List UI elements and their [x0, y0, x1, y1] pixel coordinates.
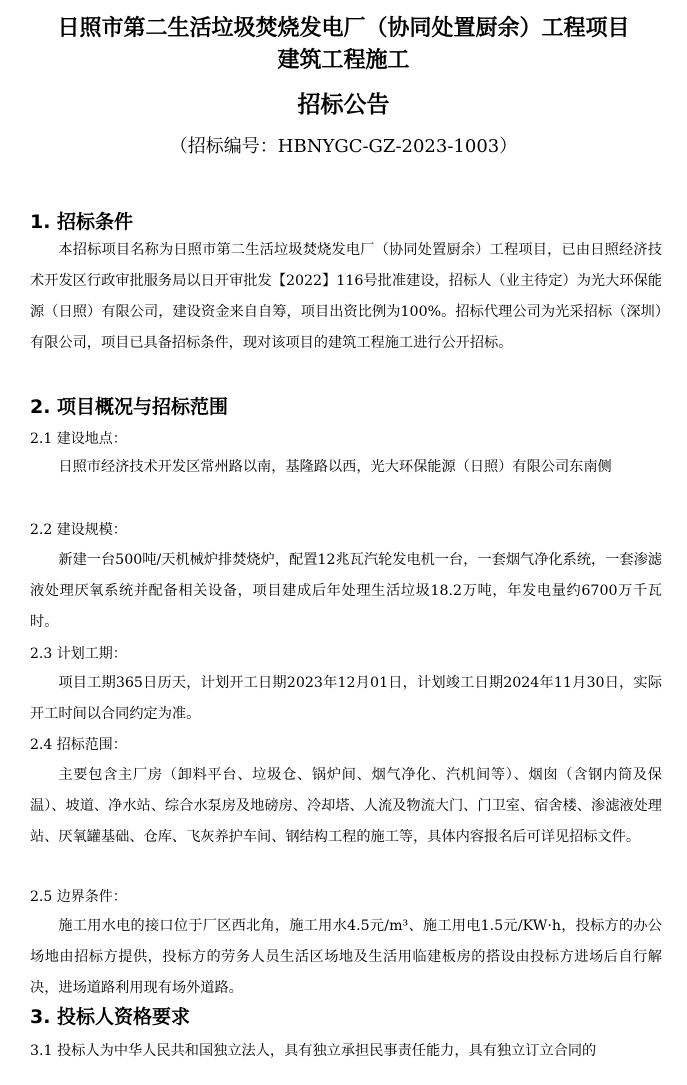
document-title-line2: 建筑工程施工	[277, 48, 410, 73]
section3-heading: 3. 投标人资格要求	[30, 1006, 191, 1028]
section1-heading: 1. 招标条件	[30, 211, 134, 233]
section2-5-label: 2.5 边界条件：	[30, 889, 127, 905]
section2-2-label: 2.2 建设规模：	[30, 522, 127, 538]
section2-2-text: 新建一台500吨/天机械炉排焚烧炉，配置12兆瓦汽轮发电机一台，一套烟气净化系统，一套渗滤液处理厌氧系统并配备相关设备，项目建成后年处理生活垃圾18.2万吨，年发电量约6700万千瓦时。	[30, 552, 662, 630]
section2-heading: 2. 项目概况与招标范围	[30, 396, 229, 418]
document-title-line3: 招标公告	[297, 92, 390, 118]
section2-4-label: 2.4 招标范围：	[30, 737, 127, 753]
tender-code: （招标编号：HBNYGC-GZ-2023-1003）	[169, 136, 518, 157]
section3-1-text: 3.1 投标人为中华人民共和国独立法人，具有独立承担民事责任能力，具有独立订立合同的	[30, 1043, 597, 1059]
section2-4-text: 主要包含主厂房（卸料平台、垃圾仓、锅炉间、烟气净化、汽机间等）、烟囱（含钢内筒及保温）、坡道、净水站、综合水泵房及地磅房、冷却塔、人流及物流大门、门卫室、宿舍楼、渗滤液处理站、厌氧罐基础、仓库、飞灰养护车间、钢结构工程的施工等，具体内容报名后可详见招标文件。	[30, 767, 662, 845]
section2-5-text: 施工用水电的接口位于厂区西北角，施工用水4.5元/m³、施工用电1.5元/KW·h，投标方的办公场地由招标方提供，投标方的劳务人员生活区场地及生活用临建板房的搭设由投标方进场后自行解决，进场道路利用现有场外道路。	[30, 918, 662, 996]
section2-1-text: 日照市经济技术开发区常州路以南，基隆路以西，光大环保能源（日照）有限公司东南侧	[58, 459, 612, 475]
section2-3-label: 2.3 计划工期：	[30, 646, 127, 662]
section2-1-label: 2.1 建设地点：	[30, 431, 127, 447]
document-title-line1: 日照市第二生活垃圾焚烧发电厂（协同处置厨余）工程项目	[57, 16, 630, 41]
section2-3-text: 项目工期365日历天，计划开工日期2023年12月01日，计划竣工日期2024年11月30日，实际开工时间以合同约定为准。	[30, 675, 662, 722]
section1-paragraph: 本招标项目名称为日照市第二生活垃圾焚烧发电厂（协同处置厨余）工程项目，已由日照经济技术开发区行政审批服务局以日开审批发【2022】116号批准建设，招标人（业主待定）为光大环保能源（日照）有限公司，建设资金来自自筹，项目出资比例为100%。招标代理公司为光采招标（深圳）有限公司，项目已具备招标条件，现对该项目的建筑工程施工进行公开招标。	[30, 242, 662, 351]
